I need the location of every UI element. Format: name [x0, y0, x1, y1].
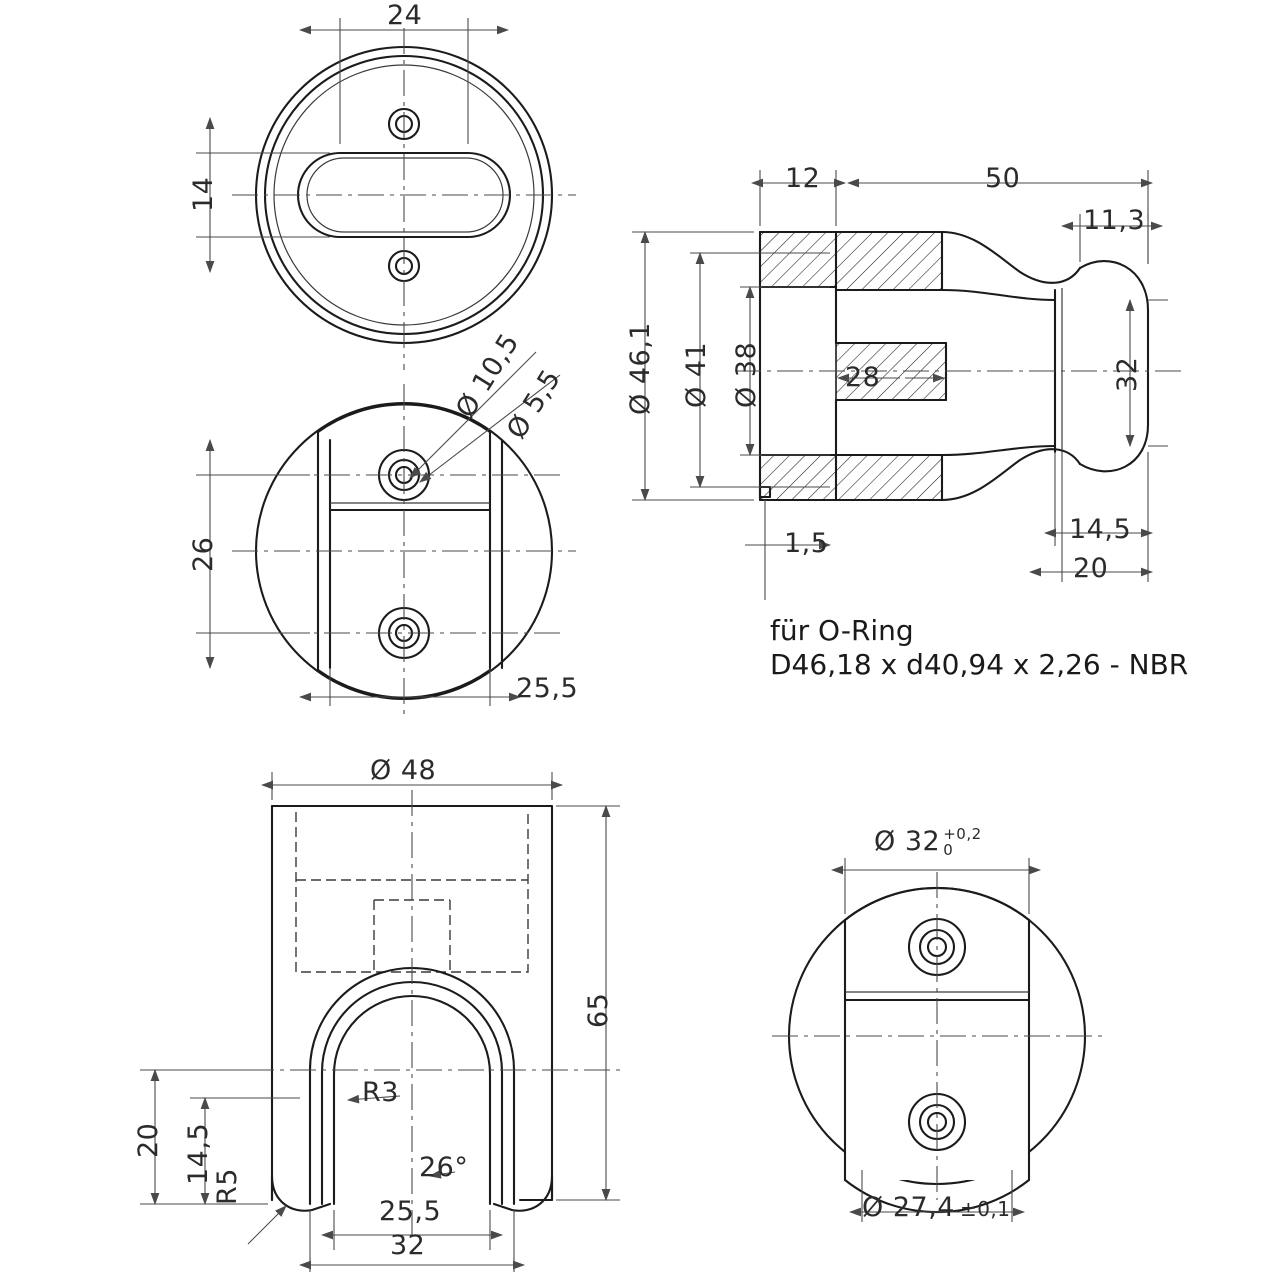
dim-d32-value: Ø 32: [874, 826, 941, 857]
dim-d274: [862, 1192, 1011, 1223]
dim-r3: R3: [362, 1077, 399, 1108]
dim-d41: Ø 41: [681, 341, 712, 408]
dim-12: 12: [785, 163, 821, 194]
dim-65: 65: [583, 992, 614, 1028]
dim-d274-tolerance: ±0,1: [959, 1197, 1011, 1221]
dim-d55: Ø 5,5: [501, 364, 568, 445]
dim-50: 50: [985, 163, 1021, 194]
view-front-oval: [196, 18, 576, 370]
dim-d32: [874, 826, 982, 858]
dim-26: 26: [188, 536, 219, 572]
dim-d105: Ø 10,5: [450, 328, 526, 424]
dim-15: 1,5: [784, 528, 829, 559]
dim-26deg: 26°: [419, 1152, 469, 1183]
dim-r5: R5: [212, 1168, 243, 1205]
tol-lower: 0: [943, 840, 954, 859]
view-section-end: [772, 858, 1102, 1222]
dim-d461: Ø 46,1: [625, 322, 656, 415]
dim-d48: Ø 48: [370, 755, 437, 786]
dim-255-mid: 25,5: [516, 673, 579, 704]
dim-255-side: 25,5: [379, 1196, 442, 1227]
dim-24: 24: [387, 0, 423, 31]
dim-113: 11,3: [1083, 205, 1146, 236]
dim-32-side: 32: [390, 1230, 426, 1261]
dim-20-side: 20: [133, 1122, 164, 1158]
note-line-1: für O-Ring: [770, 614, 914, 647]
dim-d274-value: Ø 27,4: [862, 1192, 955, 1223]
dim-145-side: 14,5: [183, 1122, 214, 1185]
dim-32-sec: 32: [1112, 356, 1143, 392]
note-line-2: D46,18 x d40,94 x 2,26 - NBR: [770, 648, 1189, 681]
dim-28: 28: [845, 362, 881, 393]
dim-d32-tolerance: [943, 824, 982, 859]
dim-20-sec: 20: [1073, 553, 1109, 584]
dim-145-sec: 14,5: [1069, 514, 1132, 545]
dim-d38: Ø 38: [731, 341, 762, 408]
dim-14: 14: [188, 176, 219, 212]
tol-upper: +0,2: [943, 824, 982, 843]
